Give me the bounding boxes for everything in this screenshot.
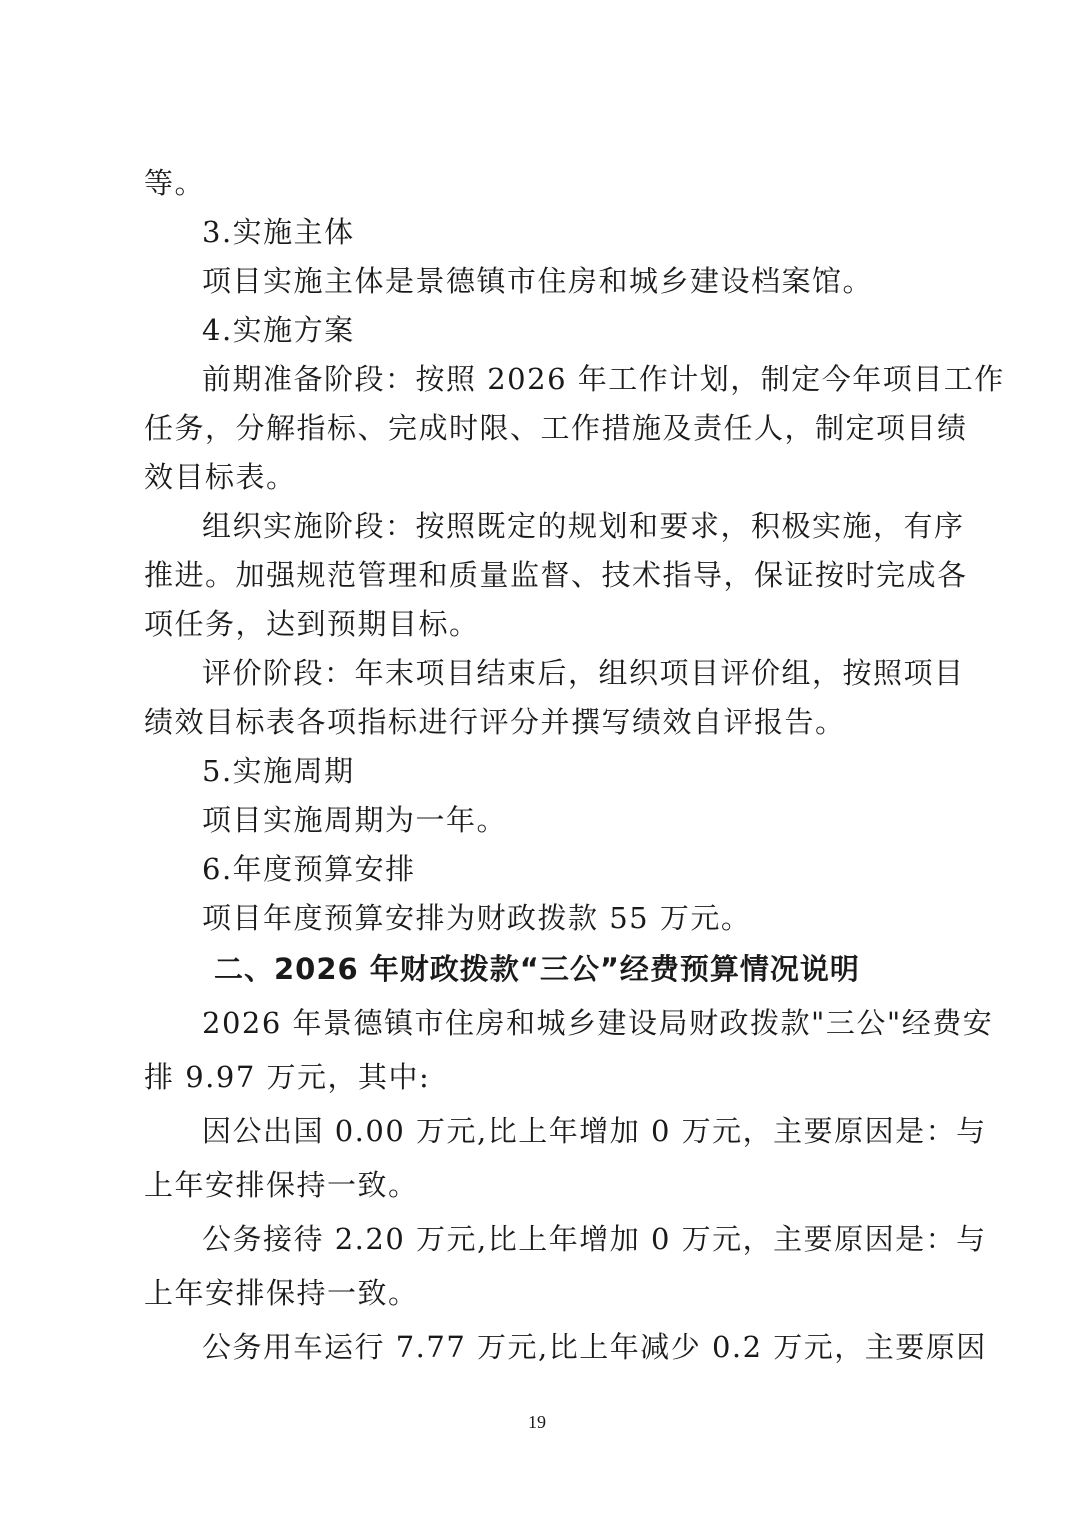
paragraph-line: 公务用车运行 7.77 万元,比上年减少 0.2 万元，主要原因 xyxy=(202,1330,987,1364)
paragraph-line: 因公出国 0.00 万元,比上年增加 0 万元，主要原因是：与 xyxy=(202,1114,987,1148)
paragraph-line: 推进。加强规范管理和质量监督、技术指导，保证按时完成各 xyxy=(144,558,968,592)
paragraph-line: 上年安排保持一致。 xyxy=(144,1276,419,1310)
page-number: 19 xyxy=(528,1412,546,1432)
paragraph-line: 项目实施主体是景德镇市住房和城乡建设档案馆。 xyxy=(202,264,874,298)
paragraph-line: 公务接待 2.20 万元,比上年增加 0 万元，主要原因是：与 xyxy=(202,1222,987,1256)
paragraph-line: 前期准备阶段：按照 2026 年工作计划，制定今年项目工作 xyxy=(202,362,1005,396)
section-heading: 5.实施周期 xyxy=(202,754,355,788)
paragraph-line: 上年安排保持一致。 xyxy=(144,1168,419,1202)
paragraph-line: 组织实施阶段：按照既定的规划和要求，积极实施，有序 xyxy=(202,509,965,543)
paragraph-line: 绩效目标表各项指标进行评分并撰写绩效自评报告。 xyxy=(144,705,846,739)
paragraph-line: 排 9.97 万元，其中: xyxy=(144,1060,431,1094)
section-heading: 4.实施方案 xyxy=(202,313,355,347)
paragraph-line: 项目实施周期为一年。 xyxy=(202,803,508,837)
chapter-heading: 二、2026 年财政拨款“三公”经费预算情况说明 xyxy=(214,952,860,986)
section-heading: 6.年度预算安排 xyxy=(202,852,416,886)
paragraph-line: 等。 xyxy=(144,166,206,200)
paragraph-line: 项任务，达到预期目标。 xyxy=(144,607,480,641)
paragraph-line: 任务，分解指标、完成时限、工作措施及责任人，制定项目绩 xyxy=(144,411,968,445)
paragraph-line: 项目年度预算安排为财政拨款 55 万元。 xyxy=(202,901,752,935)
paragraph-line: 2026 年景德镇市住房和城乡建设局财政拨款"三公"经费安 xyxy=(202,1006,994,1040)
paragraph-line: 效目标表。 xyxy=(144,460,297,494)
section-heading: 3.实施主体 xyxy=(202,215,355,249)
paragraph-line: 评价阶段：年末项目结束后，组织项目评价组，按照项目 xyxy=(202,656,965,690)
